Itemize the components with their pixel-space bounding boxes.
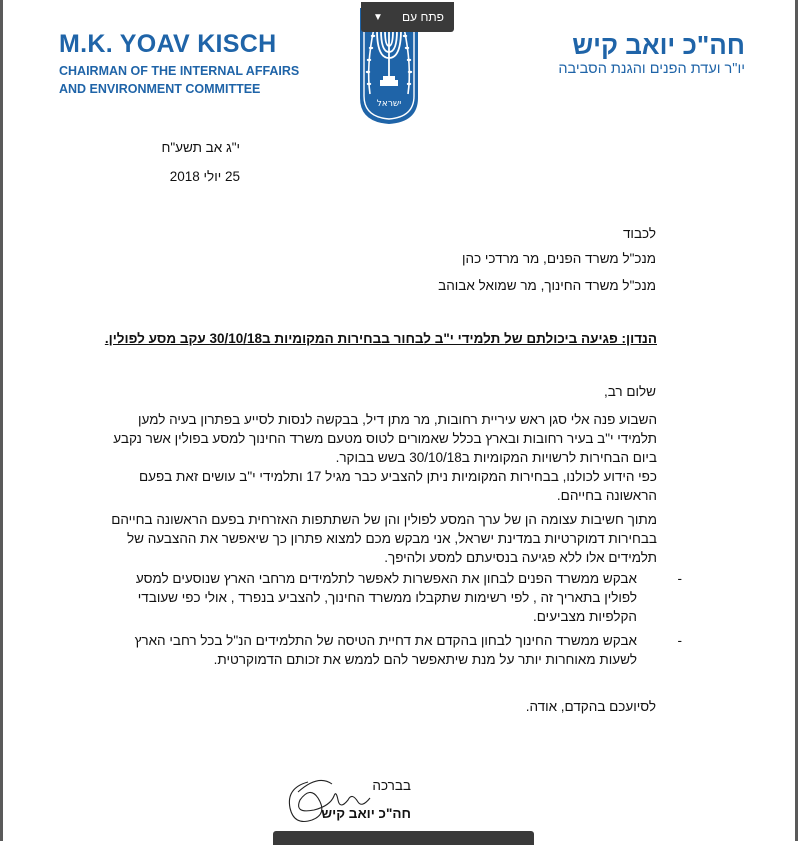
viewer-bottom-toolbar[interactable] [273,831,534,845]
salutation-to: לכבוד [622,226,656,241]
emblem-text: ישראל [376,99,402,109]
chevron-down-icon: ▼ [373,11,383,23]
hebrew-role: יו"ר ועדת הפנים והגנת הסביבה [558,61,745,77]
bullet-text-2: אבקש ממשרד החינוך לבחון בהקדם את דחיית הטיסה של התלמידים הנ"ל בכל רחבי הארץ לשעות מאוחרות יותר על מנת שיתאפשר להם לממש את זכותם הדמוקרטית. [134,633,637,667]
recipient-1: מנכ"ל משרד הפנים, מר מרדכי כהן [462,251,656,266]
closing-thanks: לסיועכם בהקדם, אודה. [525,699,656,714]
signature-icon [278,770,378,830]
bullet-item-2 [100,631,682,669]
paragraph-2: כפי הידוע לכולנו, בבחירות המקומיות ניתן להצביע כבר מגיל 17 ותלמידי י"ב עושים זאת בפעם הראשונה בחייהם. [138,469,657,503]
open-with-label: פתח עם [402,10,444,24]
date-gregorian: 25 יולי 2018 [169,169,240,184]
hebrew-name: חה"כ יואב קיש [572,30,745,60]
greeting: שלום רב, [603,384,656,399]
english-name: M.K. YOAV KISCH [59,30,277,58]
paragraph-1: השבוע פנה אלי סגן ראש עיריית רחובות, מר מתן דיל, בבקשה לנסות לסייע בפתרון בעיה למען תלמידי י"ב בעיר רחובות ובארץ בכלל שאמורים לטוס מטעם משרד החינוך למסע בפולין אשר נקבע ביום הבחירות לרשויות המקומיות ב30/10/18 בשש בבוקר. [113,412,657,465]
open-with-button[interactable] [361,2,454,32]
paragraph-3: מתוך חשיבות עצומה הן של ערך המסע לפולין והן של השתתפות האזרחית בפעם הראשונה בחייהם בבחירות דמוקרטיות במדינת ישראל, אני מבקש מכם למצוא פתרון כך שיאפשר את ההצבעה של תלמידים אלו ללא פגיעה בנסיעתם למסע ולהיפך. [111,512,657,565]
english-role-line1: CHAIRMAN OF THE INTERNAL AFFAIRS [59,64,300,78]
bullet-dash: - [677,571,682,586]
date-hebrew: י"ג אב תשע"ח [161,140,240,155]
english-role [59,62,299,98]
english-role-line2: AND ENVIRONMENT COMMITTEE [59,82,261,96]
recipient-2: מנכ"ל משרד החינוך, מר שמואל אבוהב [438,278,656,293]
subject-line: הנדון: פגיעה ביכולתם של תלמידי י"ב לבחור בבחירות המקומיות ב30/10/18 עקב מסע לפולין. [104,331,657,346]
viewer-left-edge [0,0,3,841]
bullet-text-1: אבקש ממשרד הפנים לבחון את האפשרות לאפשר לתלמידים מרחבי הארץ שנוסעים למסע לפולין בתאריך זה , לפי רשימות שתקבלו ממשרד החינוך, להצביע בנפרד , אולי כפי שעובדי הקלפיות מצביעים. [135,571,637,624]
bullet-item-1 [100,569,682,626]
signer-name: חה"כ יואב קיש [321,806,411,821]
bullet-dash: - [677,633,682,648]
closing-blessing: בברכה [372,778,411,793]
